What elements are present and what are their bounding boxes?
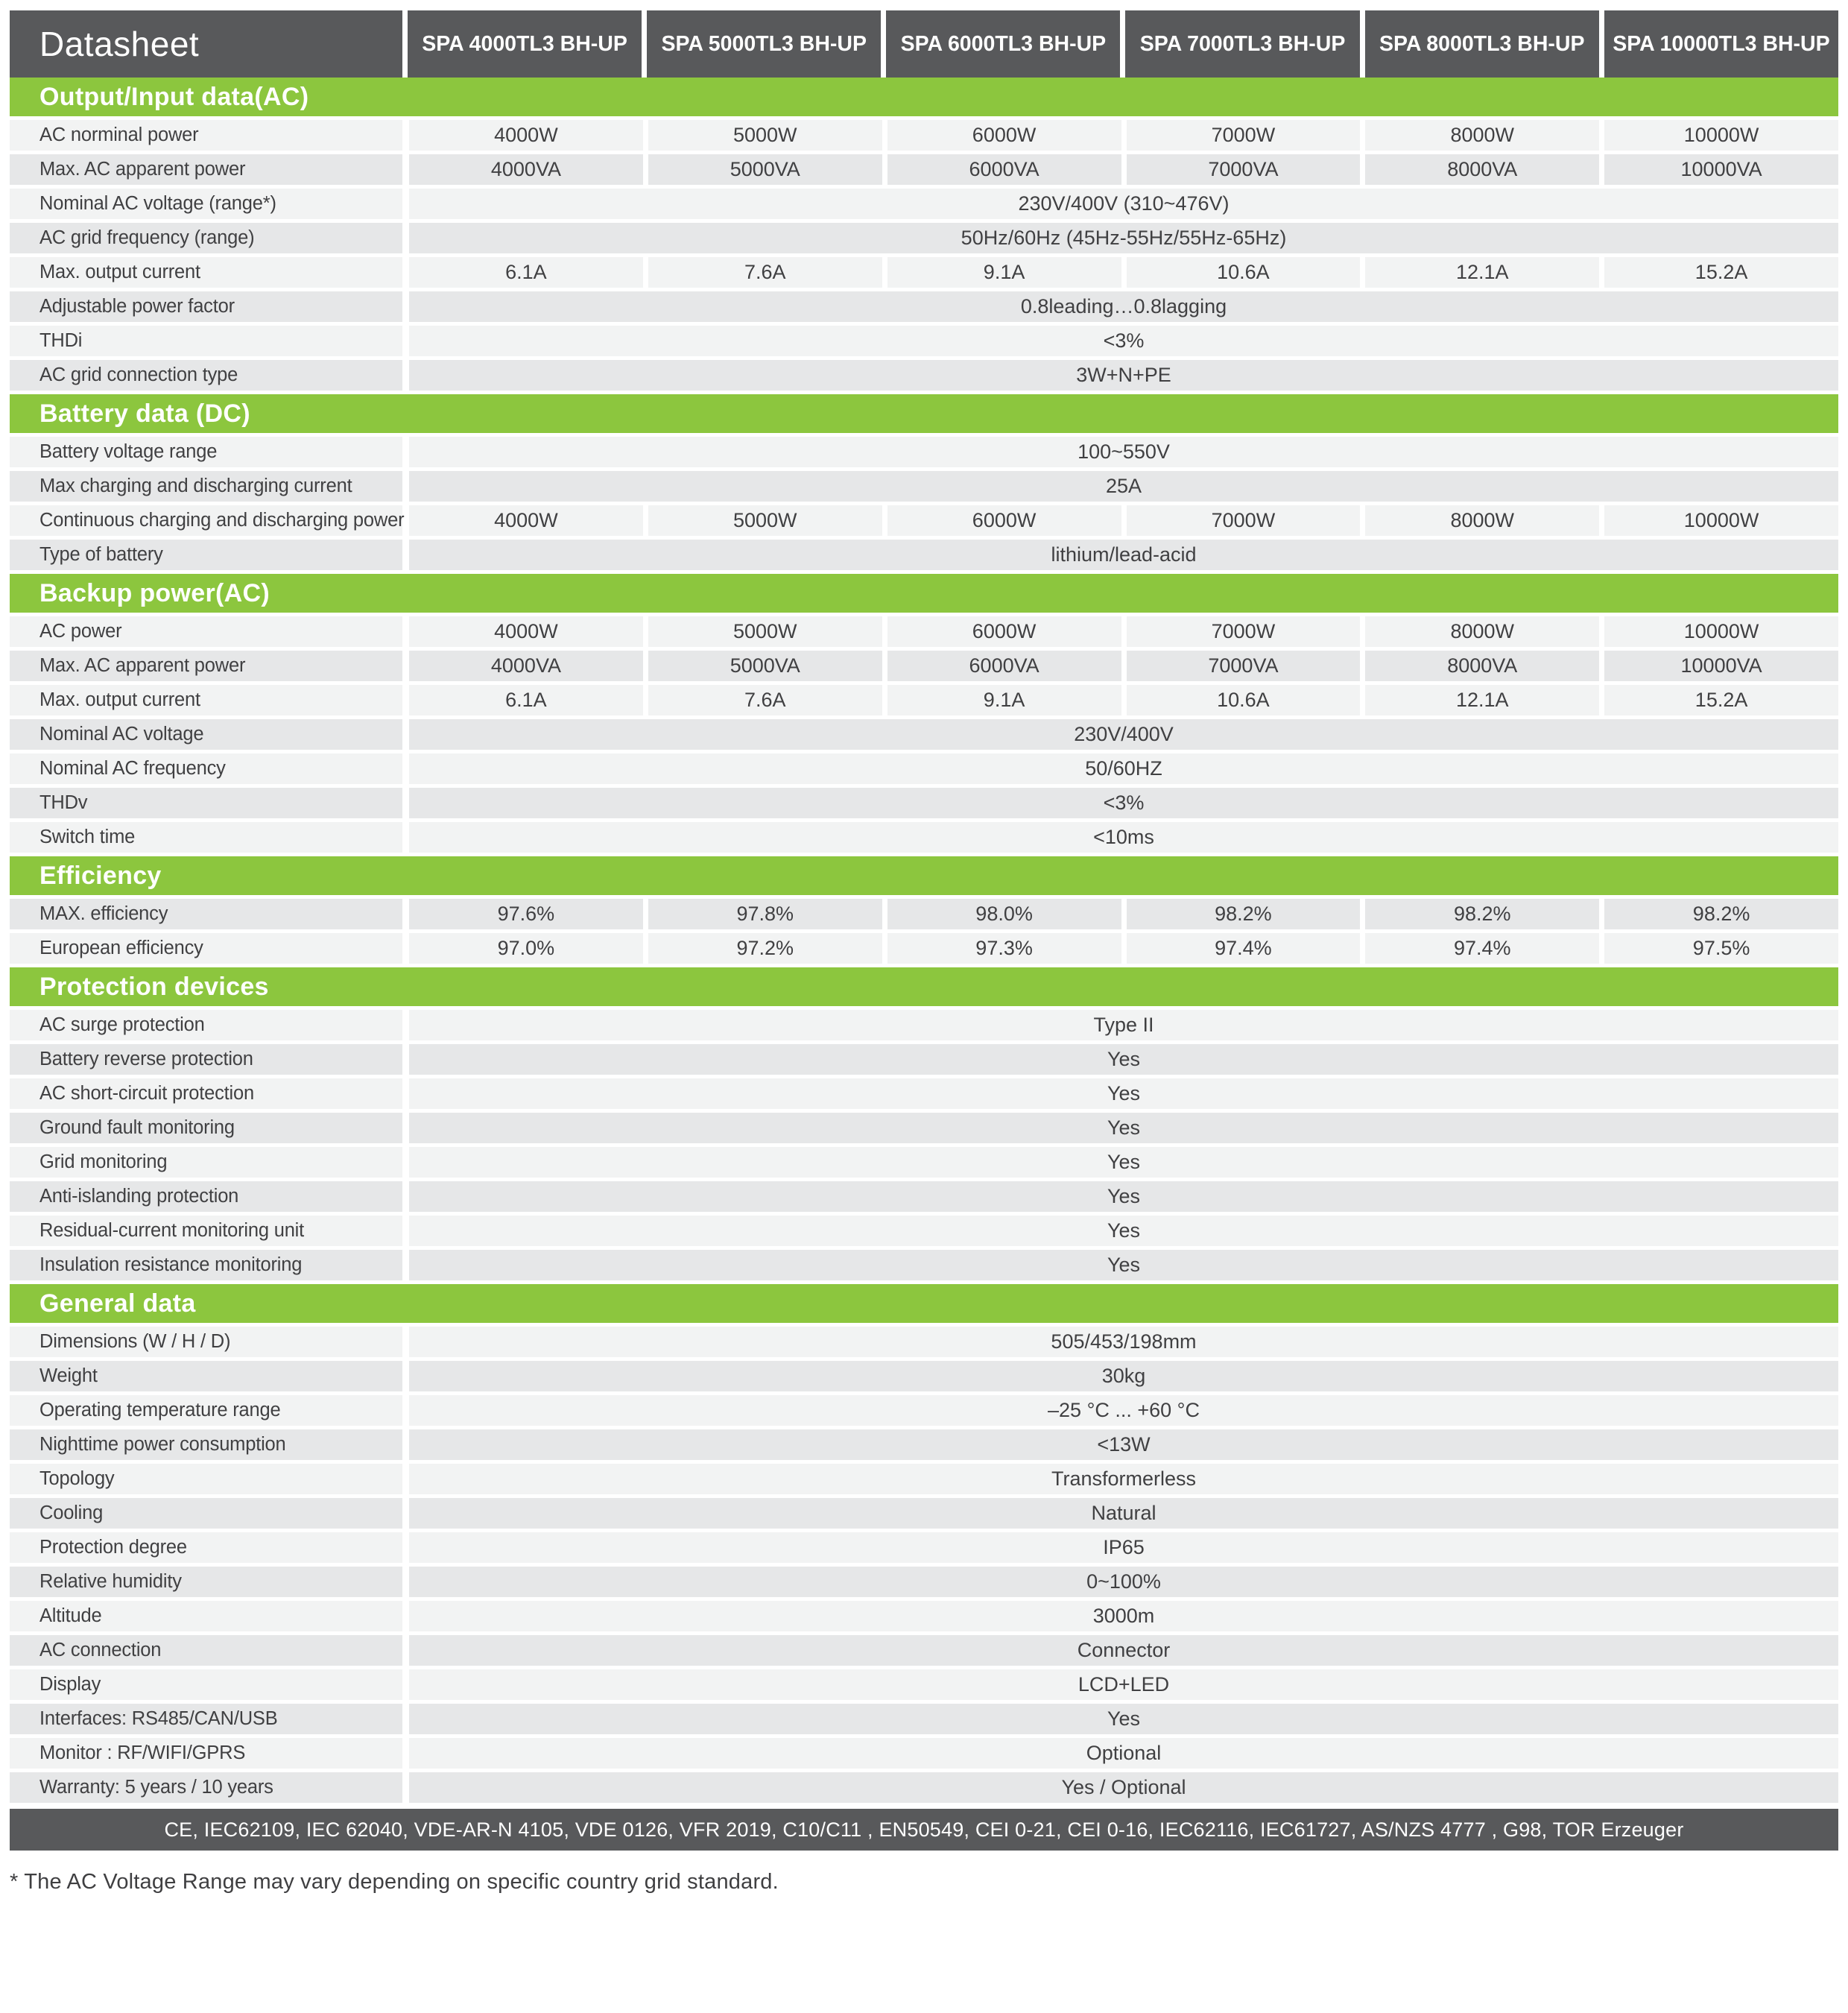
table-row bbox=[10, 1498, 1838, 1529]
row-label: THDi bbox=[10, 326, 402, 356]
value-cell: 4000W bbox=[409, 120, 643, 151]
table-header bbox=[10, 10, 1838, 70]
row-label: AC short-circuit protection bbox=[10, 1078, 402, 1109]
value-cell-span: Yes bbox=[409, 1147, 1838, 1178]
value-cell-span: Transformerless bbox=[409, 1464, 1838, 1494]
row-label: Nighttime power consumption bbox=[10, 1429, 402, 1460]
value-cell: 6000VA bbox=[887, 651, 1121, 681]
value-cell: 6000VA bbox=[887, 154, 1121, 185]
row-values bbox=[409, 651, 1838, 681]
value-cell: 7000W bbox=[1127, 120, 1361, 151]
value-cell: 5000VA bbox=[648, 154, 882, 185]
table-row bbox=[10, 1532, 1838, 1563]
row-label: Nominal AC voltage (range*) bbox=[10, 189, 402, 219]
value-cell-span: 3000m bbox=[409, 1601, 1838, 1631]
table-row bbox=[10, 1464, 1838, 1494]
table-row bbox=[10, 651, 1838, 681]
table-row bbox=[10, 326, 1838, 356]
row-label: Warranty: 5 years / 10 years bbox=[10, 1772, 402, 1803]
value-cell: 15.2A bbox=[1604, 257, 1838, 288]
value-cell-span: 230V/400V bbox=[409, 719, 1838, 750]
table-row bbox=[10, 1738, 1838, 1769]
value-cell: 10000W bbox=[1604, 616, 1838, 647]
value-cell: 6000W bbox=[887, 120, 1121, 151]
row-label: Cooling bbox=[10, 1498, 402, 1529]
value-cell: 4000W bbox=[409, 616, 643, 647]
table-row bbox=[10, 933, 1838, 964]
value-cell: 8000W bbox=[1365, 505, 1599, 536]
value-cell-span: Yes bbox=[409, 1216, 1838, 1246]
value-cell-span: Yes bbox=[409, 1181, 1838, 1212]
table-row bbox=[10, 189, 1838, 219]
row-values bbox=[409, 899, 1838, 929]
table-row bbox=[10, 471, 1838, 502]
row-label: Battery voltage range bbox=[10, 437, 402, 467]
section-efficiency bbox=[10, 856, 1838, 964]
section-general-data bbox=[10, 1284, 1838, 1803]
row-label: Dimensions (W / H / D) bbox=[10, 1327, 402, 1357]
row-label: AC connection bbox=[10, 1635, 402, 1666]
row-label: Topology bbox=[10, 1464, 402, 1494]
section-title: Efficiency bbox=[10, 856, 1838, 895]
value-cell: 97.0% bbox=[409, 933, 643, 964]
row-label: Max. AC apparent power bbox=[10, 154, 402, 185]
value-cell: 97.2% bbox=[648, 933, 882, 964]
section-title: Protection devices bbox=[10, 967, 1838, 1006]
model-header-5: SPA 8000TL3 BH-UP bbox=[1365, 10, 1599, 78]
table-row bbox=[10, 360, 1838, 391]
section-title: Output/Input data(AC) bbox=[10, 78, 1838, 116]
table-row bbox=[10, 1044, 1838, 1075]
row-label: Protection degree bbox=[10, 1532, 402, 1563]
table-row bbox=[10, 822, 1838, 853]
value-cell-span: Yes bbox=[409, 1044, 1838, 1075]
row-label: Ground fault monitoring bbox=[10, 1113, 402, 1143]
certifications-bar: CE, IEC62109, IEC 62040, VDE-AR-N 4105, VDE 0126, VFR 2019, C10/C11 , EN50549, CEI 0-21, CEI 0-16, IEC62116, IEC61727, AS/NZS 4777 , G98, TOR Erzeuger bbox=[10, 1809, 1838, 1851]
row-values bbox=[409, 685, 1838, 715]
value-cell: 6000W bbox=[887, 616, 1121, 647]
value-cell: 10.6A bbox=[1127, 685, 1361, 715]
row-label: Max charging and discharging current bbox=[10, 471, 402, 502]
section-output-input-data-ac bbox=[10, 78, 1838, 391]
value-cell-span: <3% bbox=[409, 326, 1838, 356]
value-cell-span: IP65 bbox=[409, 1532, 1838, 1563]
value-cell: 8000VA bbox=[1365, 154, 1599, 185]
table-row bbox=[10, 1010, 1838, 1040]
row-label: European efficiency bbox=[10, 933, 402, 964]
value-cell-span: lithium/lead-acid bbox=[409, 540, 1838, 570]
value-cell-span: LCD+LED bbox=[409, 1669, 1838, 1700]
table-row bbox=[10, 1669, 1838, 1700]
row-label: MAX. efficiency bbox=[10, 899, 402, 929]
table-row bbox=[10, 1216, 1838, 1246]
value-cell: 97.4% bbox=[1127, 933, 1361, 964]
value-cell: 4000VA bbox=[409, 651, 643, 681]
model-header-4: SPA 7000TL3 BH-UP bbox=[1125, 10, 1359, 78]
value-cell: 8000VA bbox=[1365, 651, 1599, 681]
value-cell: 9.1A bbox=[887, 685, 1121, 715]
value-cell-span: 30kg bbox=[409, 1361, 1838, 1391]
value-cell: 7.6A bbox=[648, 257, 882, 288]
model-header-2: SPA 5000TL3 BH-UP bbox=[647, 10, 881, 78]
table-row bbox=[10, 753, 1838, 784]
table-row bbox=[10, 1635, 1838, 1666]
table-row bbox=[10, 437, 1838, 467]
value-cell: 5000VA bbox=[648, 651, 882, 681]
table-row bbox=[10, 719, 1838, 750]
row-values bbox=[409, 505, 1838, 536]
table-row bbox=[10, 1113, 1838, 1143]
value-cell-span: <10ms bbox=[409, 822, 1838, 853]
table-row bbox=[10, 1772, 1838, 1803]
table-row bbox=[10, 1078, 1838, 1109]
value-cell-span: 0~100% bbox=[409, 1567, 1838, 1597]
value-cell: 7000VA bbox=[1127, 154, 1361, 185]
row-label: Relative humidity bbox=[10, 1567, 402, 1597]
row-label: Nominal AC voltage bbox=[10, 719, 402, 750]
value-cell: 6.1A bbox=[409, 257, 643, 288]
value-cell-span: Optional bbox=[409, 1738, 1838, 1769]
footnote: * The AC Voltage Range may vary depending on specific country grid standard. bbox=[10, 1870, 779, 1894]
value-cell: 97.5% bbox=[1604, 933, 1838, 964]
value-cell: 7000W bbox=[1127, 505, 1361, 536]
page-title: Datasheet bbox=[10, 10, 402, 78]
row-label: AC grid frequency (range) bbox=[10, 223, 402, 253]
value-cell: 6.1A bbox=[409, 685, 643, 715]
table-row bbox=[10, 154, 1838, 185]
value-cell-span: –25 °C ... +60 °C bbox=[409, 1395, 1838, 1426]
value-cell: 5000W bbox=[648, 616, 882, 647]
value-cell-span: Connector bbox=[409, 1635, 1838, 1666]
row-label: AC surge protection bbox=[10, 1010, 402, 1040]
table-row bbox=[10, 505, 1838, 536]
row-label: AC grid connection type bbox=[10, 360, 402, 391]
table-row bbox=[10, 1429, 1838, 1460]
value-cell-span: 25A bbox=[409, 471, 1838, 502]
value-cell: 10000W bbox=[1604, 120, 1838, 151]
section-title: Backup power(AC) bbox=[10, 574, 1838, 613]
value-cell: 98.0% bbox=[887, 899, 1121, 929]
value-cell: 15.2A bbox=[1604, 685, 1838, 715]
table-row bbox=[10, 1147, 1838, 1178]
table-row bbox=[10, 257, 1838, 288]
value-cell-span: 50Hz/60Hz (45Hz-55Hz/55Hz-65Hz) bbox=[409, 223, 1838, 253]
table-row bbox=[10, 616, 1838, 647]
row-label: Altitude bbox=[10, 1601, 402, 1631]
value-cell: 5000W bbox=[648, 505, 882, 536]
section-backup-power-ac bbox=[10, 574, 1838, 853]
section-protection-devices bbox=[10, 967, 1838, 1280]
row-values bbox=[409, 154, 1838, 185]
section-title: Battery data (DC) bbox=[10, 394, 1838, 433]
table-row bbox=[10, 1250, 1838, 1280]
value-cell: 12.1A bbox=[1365, 685, 1599, 715]
row-label: THDv bbox=[10, 788, 402, 818]
table-row bbox=[10, 120, 1838, 151]
row-label: Grid monitoring bbox=[10, 1147, 402, 1178]
value-cell: 97.3% bbox=[887, 933, 1121, 964]
table-row bbox=[10, 1395, 1838, 1426]
value-cell-span: Yes bbox=[409, 1704, 1838, 1734]
row-label: Max. output current bbox=[10, 685, 402, 715]
value-cell-span: 230V/400V (310~476V) bbox=[409, 189, 1838, 219]
row-label: AC power bbox=[10, 616, 402, 647]
row-label: Display bbox=[10, 1669, 402, 1700]
spec-table bbox=[10, 78, 1838, 1803]
table-row bbox=[10, 291, 1838, 322]
value-cell: 98.2% bbox=[1365, 899, 1599, 929]
row-label: Operating temperature range bbox=[10, 1395, 402, 1426]
table-row bbox=[10, 540, 1838, 570]
table-row bbox=[10, 1327, 1838, 1357]
row-label: Monitor : RF/WIFI/GPRS bbox=[10, 1738, 402, 1769]
value-cell-span: Natural bbox=[409, 1498, 1838, 1529]
row-label: Nominal AC frequency bbox=[10, 753, 402, 784]
value-cell: 10000VA bbox=[1604, 651, 1838, 681]
row-label: Insulation resistance monitoring bbox=[10, 1250, 402, 1280]
value-cell: 98.2% bbox=[1604, 899, 1838, 929]
value-cell: 97.6% bbox=[409, 899, 643, 929]
value-cell-span: 505/453/198mm bbox=[409, 1327, 1838, 1357]
value-cell-span: Yes bbox=[409, 1250, 1838, 1280]
value-cell: 7.6A bbox=[648, 685, 882, 715]
value-cell: 12.1A bbox=[1365, 257, 1599, 288]
value-cell: 9.1A bbox=[887, 257, 1121, 288]
row-label: Continuous charging and discharging power bbox=[10, 505, 402, 536]
value-cell-span: <3% bbox=[409, 788, 1838, 818]
model-header-6: SPA 10000TL3 BH-UP bbox=[1604, 10, 1838, 78]
value-cell: 8000W bbox=[1365, 120, 1599, 151]
value-cell: 10000VA bbox=[1604, 154, 1838, 185]
row-label: Weight bbox=[10, 1361, 402, 1391]
table-row bbox=[10, 1567, 1838, 1597]
row-label: Max. AC apparent power bbox=[10, 651, 402, 681]
row-label: Interfaces: RS485/CAN/USB bbox=[10, 1704, 402, 1734]
row-values bbox=[409, 120, 1838, 151]
row-values bbox=[409, 933, 1838, 964]
value-cell-span: 0.8leading…0.8lagging bbox=[409, 291, 1838, 322]
section-title: General data bbox=[10, 1284, 1838, 1323]
section-battery-data-dc bbox=[10, 394, 1838, 570]
row-label: Battery reverse protection bbox=[10, 1044, 402, 1075]
value-cell-span: 3W+N+PE bbox=[409, 360, 1838, 391]
value-cell: 7000W bbox=[1127, 616, 1361, 647]
value-cell: 10.6A bbox=[1127, 257, 1361, 288]
value-cell: 7000VA bbox=[1127, 651, 1361, 681]
model-header-1: SPA 4000TL3 BH-UP bbox=[408, 10, 642, 78]
value-cell: 98.2% bbox=[1127, 899, 1361, 929]
value-cell: 4000W bbox=[409, 505, 643, 536]
table-row bbox=[10, 1601, 1838, 1631]
table-row bbox=[10, 685, 1838, 715]
model-header-3: SPA 6000TL3 BH-UP bbox=[886, 10, 1120, 78]
value-cell-span: Yes / Optional bbox=[409, 1772, 1838, 1803]
value-cell-span: 100~550V bbox=[409, 437, 1838, 467]
row-label: Max. output current bbox=[10, 257, 402, 288]
table-row bbox=[10, 899, 1838, 929]
value-cell-span: Yes bbox=[409, 1113, 1838, 1143]
value-cell: 97.8% bbox=[648, 899, 882, 929]
value-cell: 8000W bbox=[1365, 616, 1599, 647]
table-row bbox=[10, 788, 1838, 818]
value-cell-span: 50/60HZ bbox=[409, 753, 1838, 784]
table-row bbox=[10, 223, 1838, 253]
value-cell: 97.4% bbox=[1365, 933, 1599, 964]
value-cell: 6000W bbox=[887, 505, 1121, 536]
row-label: Switch time bbox=[10, 822, 402, 853]
table-row bbox=[10, 1361, 1838, 1391]
value-cell: 5000W bbox=[648, 120, 882, 151]
row-values bbox=[409, 616, 1838, 647]
row-label: Anti-islanding protection bbox=[10, 1181, 402, 1212]
row-values bbox=[409, 257, 1838, 288]
row-label: Type of battery bbox=[10, 540, 402, 570]
value-cell: 4000VA bbox=[409, 154, 643, 185]
value-cell: 10000W bbox=[1604, 505, 1838, 536]
value-cell-span: <13W bbox=[409, 1429, 1838, 1460]
row-label: Adjustable power factor bbox=[10, 291, 402, 322]
value-cell-span: Yes bbox=[409, 1078, 1838, 1109]
value-cell-span: Type II bbox=[409, 1010, 1838, 1040]
table-row bbox=[10, 1181, 1838, 1212]
row-label: AC norminal power bbox=[10, 120, 402, 151]
table-row bbox=[10, 1704, 1838, 1734]
row-label: Residual-current monitoring unit bbox=[10, 1216, 402, 1246]
